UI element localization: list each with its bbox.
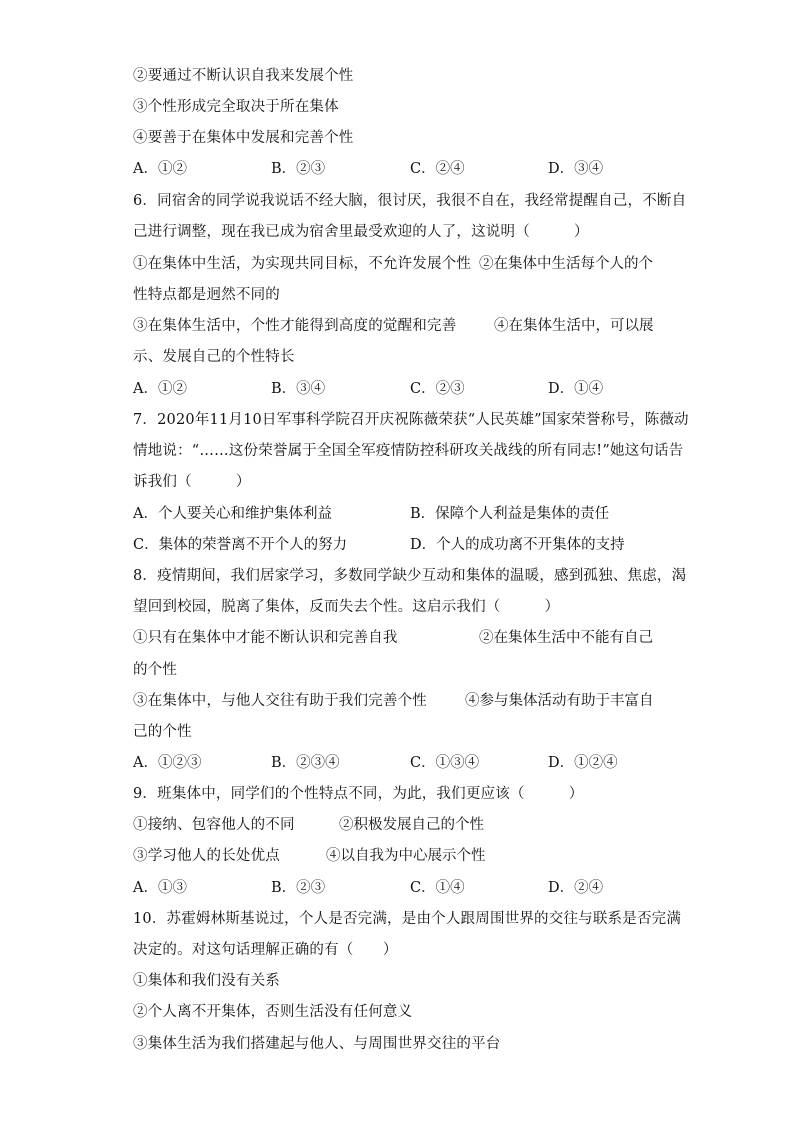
q9-option-d: D．②④ — [548, 880, 604, 896]
q5-option-a: A．①② — [133, 161, 187, 177]
q9-statement-1: ①接纳、包容他人的不同 — [133, 817, 295, 833]
q8-stem-line-2: 望回到校园，脱离了集体，反而失去个性。这启示我们（ ） — [133, 599, 560, 615]
q6-stem-line-2: 己进行调整，现在我已成为宿舍里最受欢迎的人了，这说明（ ） — [133, 224, 589, 240]
q10-statement-2: ②个人离不开集体，否则生活没有任何意义 — [133, 1004, 413, 1020]
q6-stem-line-1: 6．同宿舍的同学说我说话不经大脑，很讨厌，我很不自在，我经常提醒自己，不断自 — [133, 193, 687, 209]
q8-stem-line-1: 8．疫情期间，我们居家学习，多数同学缺少互动和集体的温暖，感到孤独、焦虑，渴 — [133, 568, 687, 584]
q7-stem-line-2: 情地说：“……这份荣誉属于全国全军疫情防控科研攻关战线的所有同志!”她这句话告 — [133, 443, 684, 459]
q8-option-d: D．①②④ — [548, 755, 618, 771]
q6-statement-1: ①在集体中生活，为实现共同目标，不允许发展个性 — [133, 256, 472, 272]
q8-statement-4: ④参与集体活动有助于丰富自 — [465, 693, 654, 709]
q6-option-c: C．②③ — [410, 381, 465, 397]
q9-statement-2: ②积极发展自己的个性 — [339, 817, 484, 833]
q6-statement-4-cont: 示、发展自己的个性特长 — [133, 349, 295, 365]
q8-option-c: C．①③④ — [410, 755, 480, 771]
q7-option-b: B．保障个人利益是集体的责任 — [410, 506, 610, 522]
q9-option-b: B．②③ — [271, 880, 326, 896]
q8-statement-4-cont: 己的个性 — [133, 724, 192, 740]
q5-statement-4: ④要善于在集体中发展和完善个性 — [133, 130, 354, 146]
q5-option-c: C．②④ — [410, 161, 465, 177]
q9-stem-line-1: 9．班集体中，同学们的个性特点不同，为此，我们更应该（ ） — [133, 786, 584, 802]
q8-option-a: A．①②③ — [133, 755, 202, 771]
q6-statement-4: ④在集体生活中，可以展 — [494, 318, 654, 334]
q8-statement-2-cont: 的个性 — [133, 662, 178, 678]
q6-statement-2-cont: 性特点都是迥然不同的 — [133, 287, 280, 303]
q6-statement-2: ②在集体中生活每个人的个 — [479, 256, 653, 272]
q7-option-d: D．个人的成功离不开集体的支持 — [410, 537, 625, 553]
q9-option-a: A．①③ — [133, 880, 187, 896]
q10-statement-1: ①集体和我们没有关系 — [133, 973, 280, 989]
q7-stem-line-3: 诉我们（ ） — [133, 474, 251, 490]
q7-stem-line-1: 7．2020年11月10日军事科学院召开庆祝陈薇荣获“人民英雄”国家荣誉称号，陈薇动 — [133, 412, 689, 428]
q8-statement-1: ①只有在集体中才能不断认识和完善自我 — [133, 630, 398, 646]
q10-statement-3: ③集体生活为我们搭建起与他人、与周围世界交往的平台 — [133, 1036, 501, 1052]
q10-stem-line-1: 10．苏霍姆林斯基说过，个人是否完满，是由个人跟周围世界的交往与联系是否完满 — [133, 911, 682, 927]
q10-stem-line-2: 决定的。对这句话理解正确的有（ ） — [133, 942, 398, 958]
q6-statement-3: ③在集体生活中，个性才能得到高度的觉醒和完善 — [133, 318, 457, 334]
q6-option-b: B．③④ — [271, 381, 326, 397]
q5-statement-2: ②要通过不断认识自我来发展个性 — [133, 68, 354, 84]
q7-option-c: C．集体的荣誉离不开个人的努力 — [133, 537, 348, 553]
q8-statement-3: ③在集体中，与他人交往有助于我们完善个性 — [133, 693, 427, 709]
q8-statement-2: ②在集体生活中不能有自己 — [479, 630, 653, 646]
q9-statement-4: ④以自我为中心展示个性 — [326, 848, 486, 864]
q5-statement-3: ③个性形成完全取决于所在集体 — [133, 99, 339, 115]
q6-option-a: A．①② — [133, 381, 187, 397]
q5-option-b: B．②③ — [271, 161, 326, 177]
q7-option-a: A．个人要关心和维护集体利益 — [133, 506, 332, 522]
q8-option-b: B．②③④ — [271, 755, 340, 771]
q6-option-d: D．①④ — [548, 381, 604, 397]
q5-option-d: D．③④ — [548, 161, 604, 177]
q9-option-c: C．①④ — [410, 880, 465, 896]
q9-statement-3: ③学习他人的长处优点 — [133, 848, 280, 864]
